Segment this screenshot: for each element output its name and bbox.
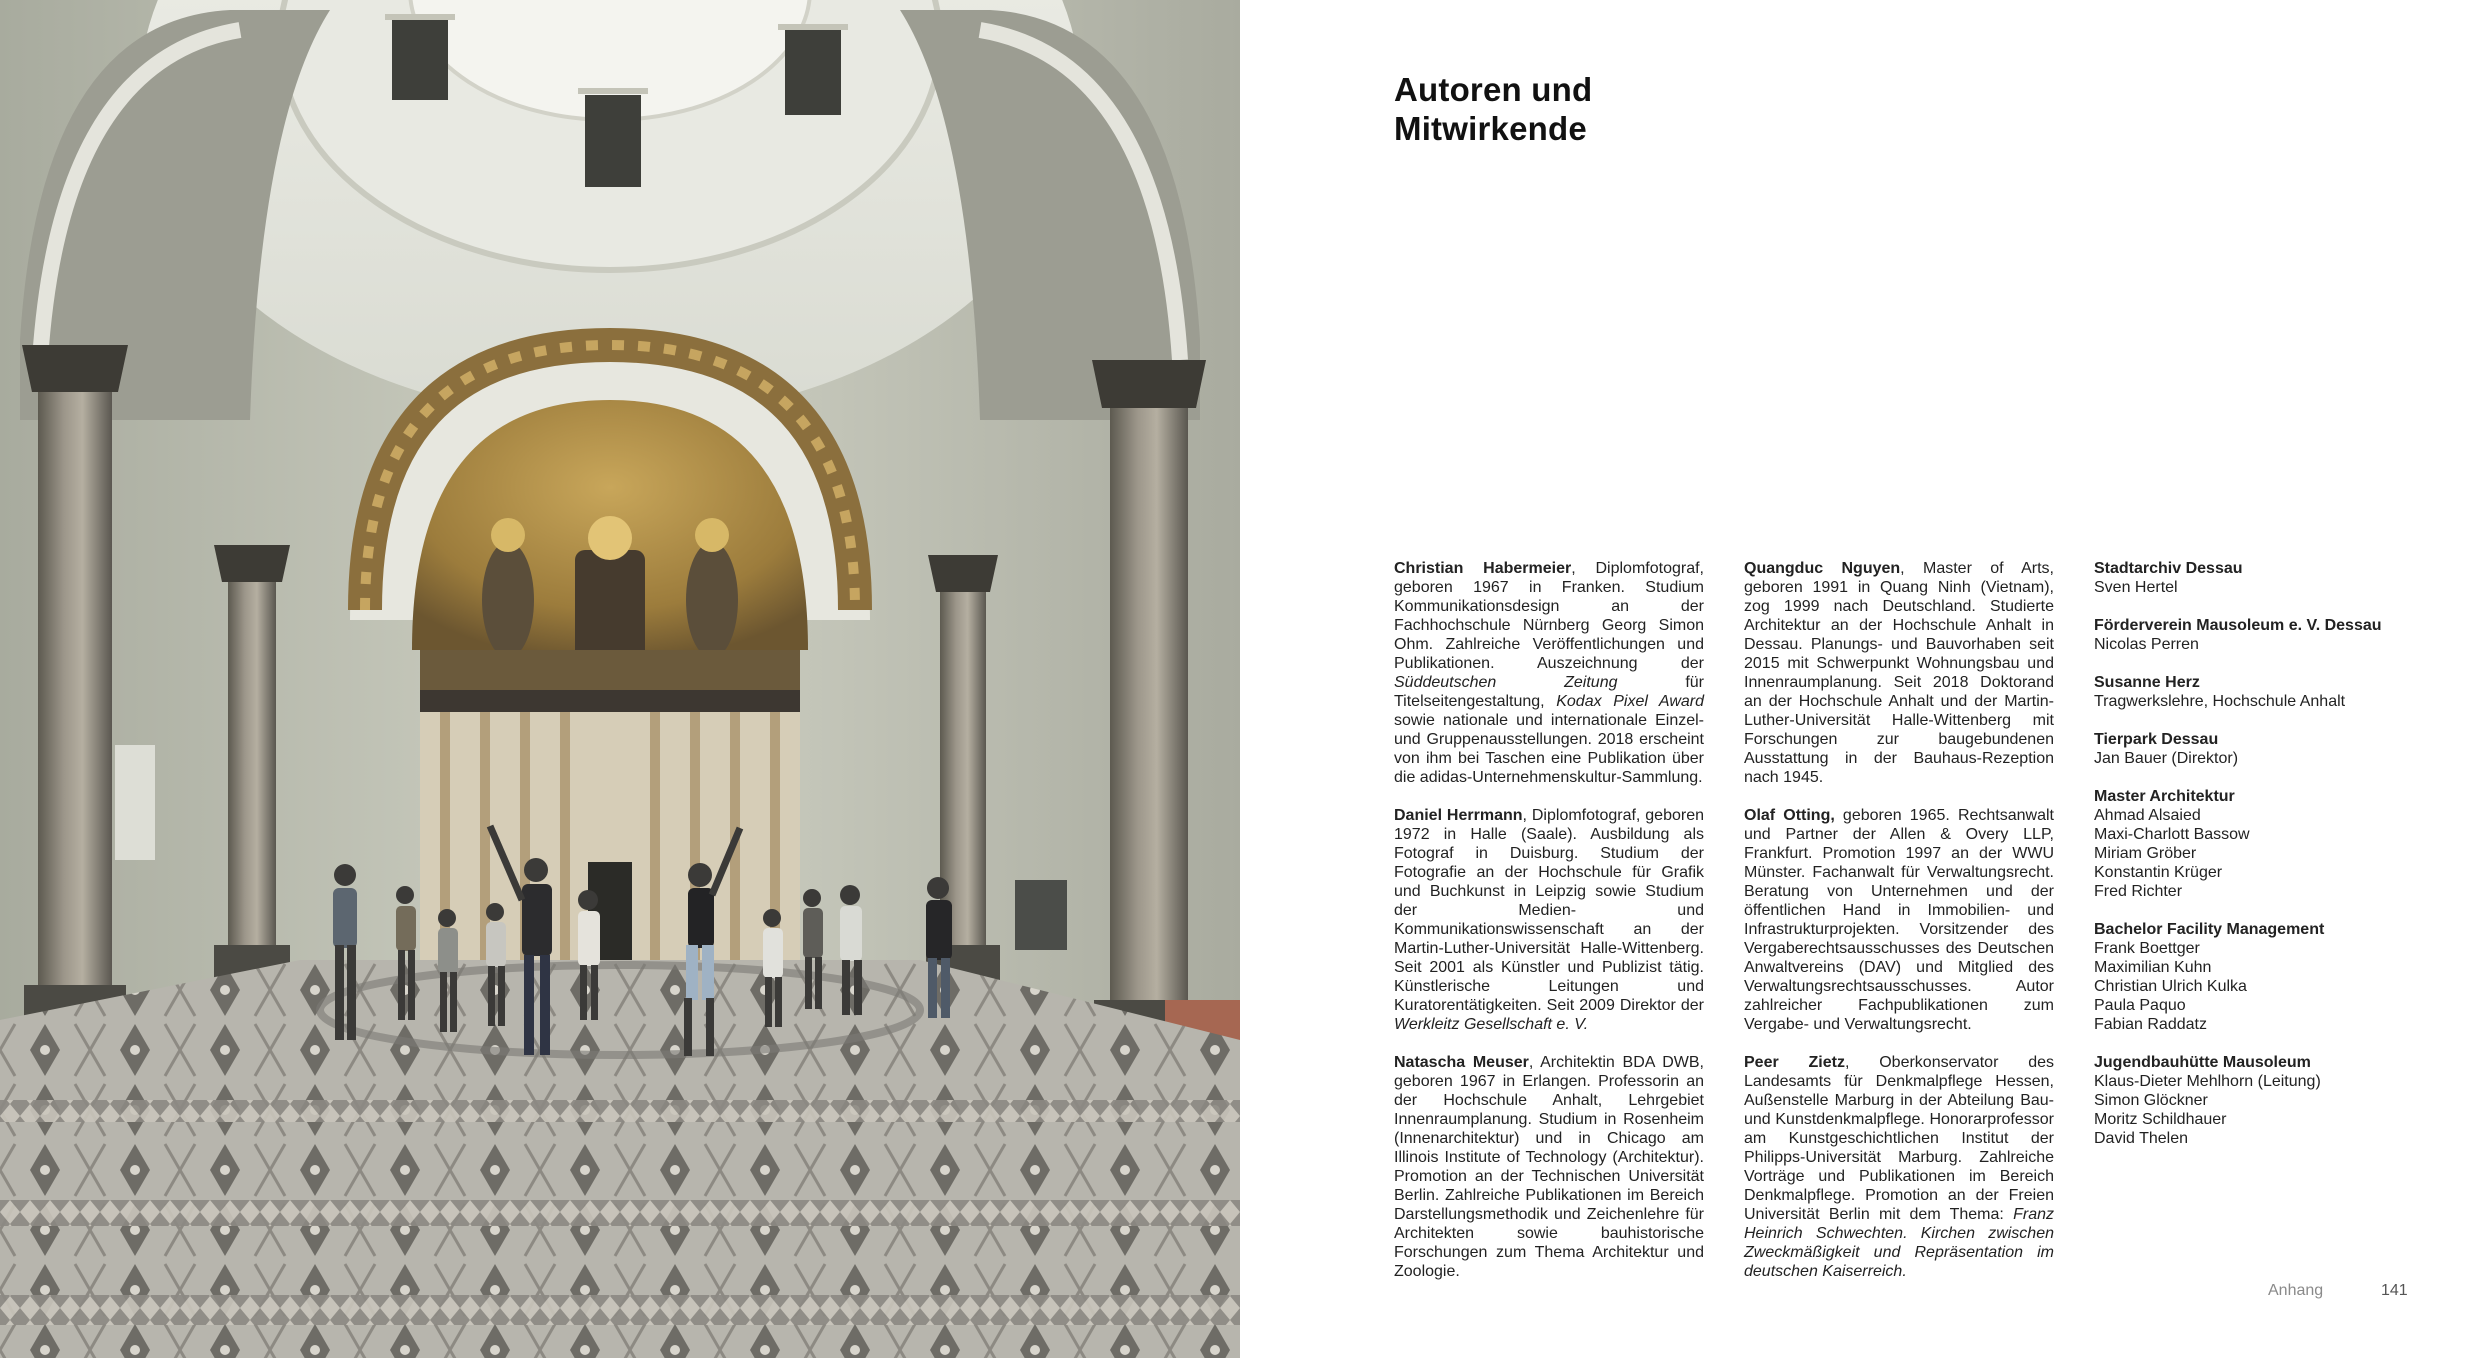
credit-group-title: Stadtarchiv Dessau [2094, 560, 2243, 577]
bio-text: sowie nationale und internationale Einzel- und Gruppenausstellungen. 2018 erscheint von ihm bei Taschen eine Publikation über die adidas-Unternehmenskultur-Sammlung. [1394, 712, 1704, 786]
credit-group [2094, 730, 2404, 768]
credit-group-title: Susanne Herz [2094, 674, 2200, 691]
credit-group [2094, 920, 2404, 1034]
section-label: Anhang [2268, 1282, 2324, 1299]
credit-name: Nicolas Perren [2094, 636, 2199, 653]
page-heading [1394, 70, 1592, 148]
bio-paragraph [1744, 1053, 2054, 1281]
bio-text: , Diplomfotograf, geboren 1967 in Franken. Studium Kommunikationsdesign an der Fachhochschule Nürnberg Georg Simon Ohm. Zahlreiche Veröffentlichungen und Publikationen. Auszeichnung der [1394, 560, 1704, 672]
credit-name: Maximilian Kuhn [2094, 959, 2212, 976]
bio-text: , Architektin BDA DWB, geboren 1967 in Erlangen. Professorin an der Hochschule Anhalt, Lehrgebiet Innenraumplanung. Studium in Rosenheim (Innenarchitektur) und in Chicago am Illinois Institute of Technology (Architektur). Promotion an der Technischen Universität Berlin. Zahlreiche Publikationen im Bereich Darstellungsmethodik und Zeichenlehre für Architekten sowie bauhistorische Forschungen zum Thema Architektur und Zoologie. [1394, 1054, 1704, 1280]
bio-name: Daniel Herrmann [1394, 807, 1523, 824]
bio-text: für Titelseitengestaltung, [1394, 674, 1704, 710]
bio-text: , Diplomfotograf, geboren 1972 in Halle (Saale). Ausbildung als Fotograf in Duisburg. Studium der Fotografie an der Hochschule für Grafik und Buchkunst in Leipzig sowie Studium der Medien- und Kommunikationswissenschaft an der Martin-Luther-Universität Halle-Wittenberg. Seit 2001 als Künstler und Publizist tätig. Künstlerische Leitungen und Kuratorentätigkeiten. Seit 2009 Direktor der [1394, 807, 1704, 1014]
credit-group-title: Jugendbauhütte Mausoleum [2094, 1054, 2311, 1071]
credit-group [2094, 616, 2404, 654]
bio-title-italic: Kodax Pixel Award [1556, 693, 1704, 710]
credit-name: Sven Hertel [2094, 579, 2178, 596]
bios-column-2 [1744, 559, 2054, 1300]
credit-group-title: Bachelor Facility Management [2094, 921, 2325, 938]
bio-paragraph [1394, 559, 1704, 787]
page-number: 141 [2381, 1282, 2408, 1299]
credit-group-title: Tierpark Dessau [2094, 731, 2219, 748]
bio-title-italic: Werkleitz Gesellschaft e. V. [1394, 1016, 1589, 1033]
credit-name: Moritz Schildhauer [2094, 1111, 2227, 1128]
bio-name: Peer Zietz [1744, 1054, 1845, 1071]
credit-name: Paula Paquo [2094, 997, 2186, 1014]
credit-name: Fred Richter [2094, 883, 2183, 900]
bio-title-italic: Franz Heinrich Schwechten. Kirchen zwischen Zweckmäßigkeit und Repräsentation im deutschen Kaiserreich. [1744, 1206, 2054, 1280]
credit-name: David Thelen [2094, 1130, 2188, 1147]
bio-name: Natascha Meuser [1394, 1054, 1529, 1071]
bio-paragraph [1744, 559, 2054, 787]
bio-text: , Oberkonservator des Landesamts für Denkmalpflege Hessen, Außenstelle Marburg in der Abteilung Bau- und Kunstdenkmalpflege. Honorarprofessor am Kunstgeschichtlichen Institut der Philipps-Universität Marburg. Zahlreiche Vorträge und Publikationen im Bereich Denkmalpflege. Promotion an der Freien Universität Berlin mit dem Thema: [1744, 1054, 2055, 1223]
credit-group-title: Master Architektur [2094, 788, 2235, 805]
credit-group-title: Förderverein Mausoleum e. V. Dessau [2094, 617, 2382, 634]
credit-name: Ahmad Alsaied [2094, 807, 2201, 824]
credit-name: Christian Ulrich Kulka [2094, 978, 2247, 995]
bio-paragraph [1394, 806, 1704, 1034]
credit-name: Klaus-Dieter Mehlhorn (Leitung) [2094, 1073, 2321, 1090]
bio-title-italic: Süddeutschen Zeitung [1394, 674, 1618, 691]
heading-line-2: Mitwirkende [1394, 110, 1587, 147]
credit-group [2094, 1053, 2404, 1148]
bio-text: , Master of Arts, geboren 1991 in Quang Ninh (Vietnam), zog 1999 nach Deutschland. Studierte Architektur an der Hochschule Anhalt in Dessau. Planungs- und Bauvorhaben seit 2015 mit Schwerpunkt Wohnungsbau und Innenraumplanung. Seit 2018 Doktorand an der Hochschule Anhalt und der Martin-Luther-Universität Halle-Wittenberg mit Forschungen zur baugebundenen Ausstattung in der Bauhaus-Rezeption nach 1945. [1744, 560, 2055, 786]
credit-group [2094, 787, 2404, 901]
credit-name: Frank Boettger [2094, 940, 2200, 957]
credits-column [2094, 559, 2404, 1167]
credit-name: Konstantin Krüger [2094, 864, 2223, 881]
credit-group [2094, 673, 2404, 711]
bio-name: Olaf Otting, [1744, 807, 1835, 824]
credit-name: Jan Bauer (Direktor) [2094, 750, 2239, 767]
heading-line-1: Autoren und [1394, 71, 1593, 108]
credit-name: Tragwerkslehre, Hochschule Anhalt [2094, 693, 2346, 710]
credit-name: Simon Glöckner [2094, 1092, 2208, 1109]
credit-name: Maxi-Charlott Bassow [2094, 826, 2250, 843]
bio-paragraph [1744, 806, 2054, 1034]
bio-paragraph [1394, 1053, 1704, 1281]
bio-name: Christian Habermeier [1394, 560, 1572, 577]
bio-name: Quangduc Nguyen [1744, 560, 1901, 577]
credit-group [2094, 559, 2404, 597]
credit-name: Miriam Gröber [2094, 845, 2197, 862]
bios-column-1 [1394, 559, 1704, 1300]
bio-text: geboren 1965. Rechtsanwalt und Partner der Allen & Overy LLP, Frankfurt. Promotion 1997 an der WWU Münster. Fachanwalt für Verwaltungsrecht. Beratung von Unternehmen und der öffentlichen Hand in Immobilien- und Infrastrukturprojekten. Vorsitzender des Vergaberechtsausschusses des Deutschen Anwaltvereins (DAV) und Mitglied des Verwaltungsrechtsausschusses. Autor zahlreicher Fachpublikationen zum Vergabe- und Verwaltungsrecht. [1744, 807, 2054, 1033]
credit-name: Fabian Raddatz [2094, 1016, 2207, 1033]
